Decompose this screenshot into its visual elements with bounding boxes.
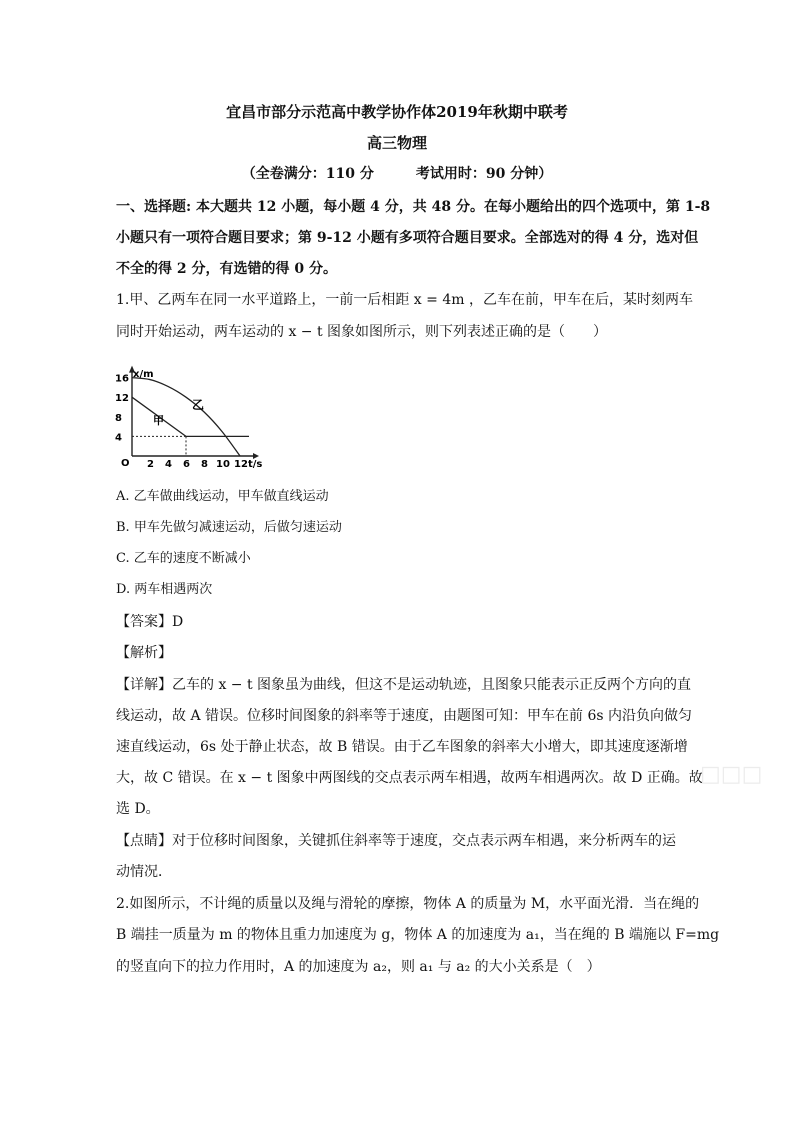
exam-meta: （全卷满分：110 分 考试用时：90 分钟） [241,166,553,182]
y-tick-label: 4 [115,432,122,444]
y-tick-label: 12 [115,393,129,405]
x-tick-label: 2 [147,459,154,470]
y-axis-label: x/m [133,369,154,380]
q1-detail-line-4: 大，故 C 错误。在 x − t 图象中两图线的交点表示两车相遇，故两车相遇两次。故 D 正确。故 [116,770,703,786]
q1-answer: 【答案】D [116,614,184,630]
q1-option-b: B. 甲车先做匀减速运动，后做匀速运动 [116,520,342,535]
section-intro-line-3: 不全的得 2 分，有选错的得 0 分。 [116,261,337,277]
section-intro-line-2: 小题只有一项符合题目要求；第 9-12 小题有多项符合题目要求。全部选对的得 4 分，选对但 [116,230,699,246]
q2-stem-line-3: 的竖直向下的拉力作用时，A 的加速度为 a₂，则 a₁ 与 a₂ 的大小关系是（ ） [116,959,601,975]
series-label-yi: 乙 [192,398,205,412]
q1-analysis-label: 【解析】 [116,645,172,661]
x-tick-label: 6 [183,459,190,470]
series-label-jia: 甲 [153,414,164,427]
q1-detail-line-1: 【详解】乙车的 x − t 图象虽为曲线，但这不是运动轨迹，且图象只能表示正反两个方向的直 [116,677,692,693]
x-tick-label: 4 [165,459,172,470]
q1-option-c: C. 乙车的速度不断减小 [116,551,251,566]
x-tick-label: 8 [201,459,208,470]
x-axis-label: t/s [248,459,263,470]
q1-detail-line-5: 选 D。 [116,801,160,817]
q1-comment-line-1: 【点睛】对于位移时间图象，关键抓住斜率等于速度，交点表示两车相遇，来分析两车的运 [116,833,676,849]
q1-option-d: D. 两车相遇两次 [116,582,213,597]
q2-stem-line-1: 2.如图所示，不计绳的质量以及绳与滑轮的摩擦，物体 A 的质量为 M，水平面光滑．当在绳的 [116,896,700,912]
graph-curves [132,378,249,456]
subject-title: 高三物理 [366,134,427,152]
q1-comment-line-2: 动情况． [116,864,172,880]
x-tick-label: 10 [216,459,230,470]
y-tick-label: 16 [115,373,129,385]
q1-detail-line-3: 速直线运动，6s 处于静止状态，故 B 错误。由于乙车图象的斜率大小增大，即其速度逐渐增 [116,739,688,755]
section-intro-line-1: 一、选择题: 本大题共 12 小题，每小题 4 分，共 48 分。在每小题给出的四个选项中，第 1-8 [116,199,711,215]
q2-stem-line-2: B 端挂一质量为 m 的物体且重力加速度为 g，物体 A 的加速度为 a₁，当在绳的 B 端施以 F=mg [116,927,720,943]
series-yi-curve [132,378,240,456]
q1-option-a: A. 乙车做曲线运动，甲车做直线运动 [116,489,329,504]
series-jia-line [132,397,249,436]
x-tick-label: 12 [234,459,248,470]
q1-stem-line-2: 同时开始运动，两车运动的 x − t 图象如图所示，则下列表述正确的是（ ） [116,324,608,340]
exam-title: 宜昌市部分示范高中教学协作体2019年秋期中联考 [226,103,568,121]
y-tick-label: 8 [115,412,122,424]
q1-stem-line-1: 1.甲、乙两车在同一水平道路上，一前一后相距 x = 4m ，乙车在前，甲车在后，某时刻两车 [116,292,693,308]
origin-label: O [121,458,130,469]
xt-graph [112,362,272,472]
watermark: □□□ [700,762,763,787]
q1-detail-line-2: 线运动，故 A 错误。位移时间图象的斜率等于速度，由题图可知：甲车在前 6s 内沿负向做匀 [116,708,693,724]
